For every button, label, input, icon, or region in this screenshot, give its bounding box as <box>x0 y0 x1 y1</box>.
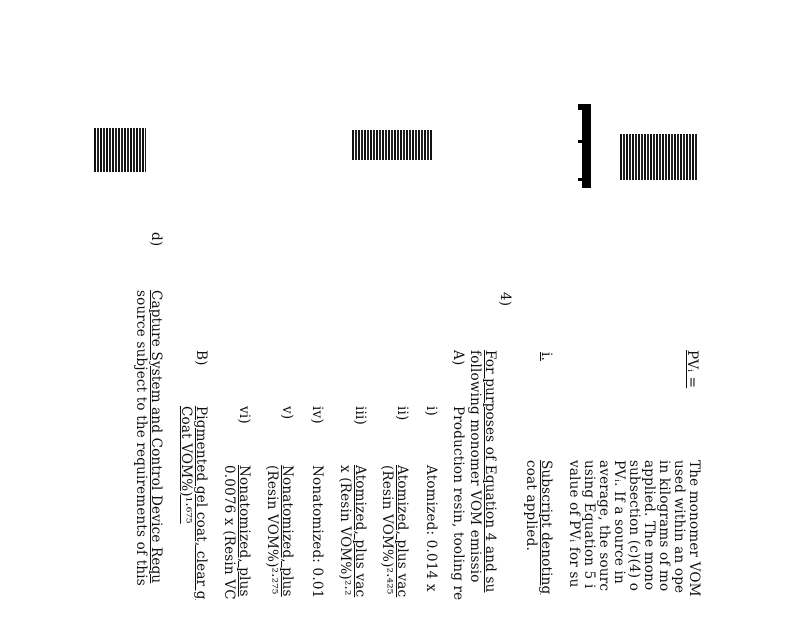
subitem-vi-text: 0.0076 x (Resin VC <box>221 465 237 600</box>
definition-line: value of PVᵢ for su <box>566 460 582 588</box>
item-label-B: B) <box>193 350 209 366</box>
definition-line: subsection (c)(4) o <box>626 460 642 592</box>
subitem-vi-text: Nonatomized, plus <box>236 465 252 597</box>
margin-rule-notch <box>578 140 583 143</box>
paragraph-d-line: source subject to the requirements of this <box>133 290 149 586</box>
item-number-i: i. <box>538 352 554 362</box>
paragraph-4-line: following monomer VOM emissio <box>467 350 483 583</box>
definition-line: PVᵢ. If a source in <box>611 460 627 584</box>
item-A-text: Production resin, tooling re <box>450 406 466 601</box>
paragraph-d-line: Capture System and Control Device Requ <box>148 290 164 584</box>
margin-rule-notch <box>578 178 583 181</box>
subitem-label-vi: vi) <box>236 406 252 424</box>
subitem-iii-text: x (Resin VOM%)²·² <box>337 465 353 596</box>
redaction-block-right <box>620 134 698 180</box>
subitem-v-text: Nonatomized, plus <box>279 465 295 597</box>
redaction-block-middle <box>352 130 432 160</box>
subitem-label-ii: ii) <box>394 406 410 421</box>
definition-line: average, the sourc <box>596 460 612 592</box>
paragraph-4-line: For purposes of Equation 4 and su <box>482 350 498 593</box>
margin-rule-notch <box>578 104 584 110</box>
definition-line: The monomer VOM <box>686 460 702 597</box>
subitem-v-text: (Resin VOM%)²·²⁷⁵ <box>264 465 280 595</box>
subscript-definition-line: coat applied. <box>523 460 539 551</box>
subitem-iv-text: Nonatomized: 0.01 <box>309 465 325 599</box>
margin-rule <box>582 104 591 188</box>
subitem-iii-text: Atomized, plus vac <box>352 465 368 598</box>
definition-line: applied. The mono <box>641 460 657 591</box>
subitem-ii-text: Atomized, plus vac <box>394 465 410 598</box>
item-label-A: A) <box>450 350 466 366</box>
redaction-block-left <box>94 128 146 172</box>
subitem-label-i: i) <box>423 406 439 416</box>
subitem-label-iv: iv) <box>309 406 325 424</box>
definition-line: in kilograms of mo <box>656 460 672 592</box>
item-B-text: Coat VOM%)¹·⁶⁷⁵ <box>178 406 194 524</box>
paragraph-label-d: d) <box>148 232 164 247</box>
subitem-i-text: Atomized: 0.014 x <box>423 465 439 592</box>
subitem-ii-text: (Resin VOM%)²·⁴²⁵ <box>379 465 395 595</box>
subscript-definition-line: Subscript denoting <box>538 460 554 595</box>
paragraph-number-4: 4) <box>497 292 513 307</box>
definition-line: using Equation 5 i <box>581 460 597 589</box>
subitem-label-iii: iii) <box>352 406 368 426</box>
definition-line: used within an ope <box>671 460 687 594</box>
subitem-label-v: v) <box>279 406 295 420</box>
pvi-label: PVᵢ = <box>684 350 700 389</box>
item-B-text: Pigmented gel coat, clear g <box>193 406 209 600</box>
